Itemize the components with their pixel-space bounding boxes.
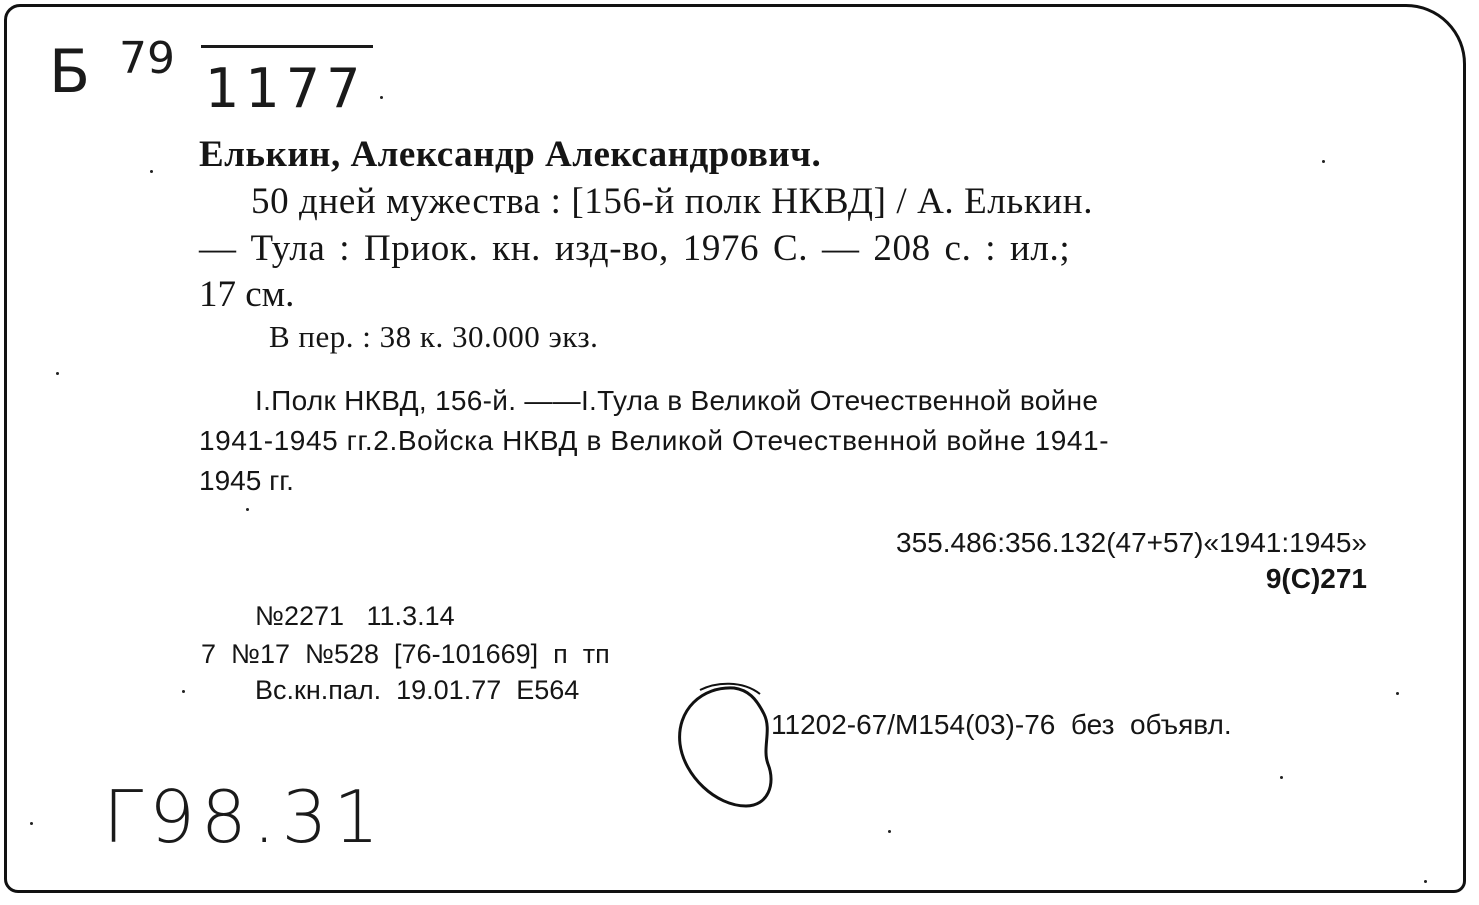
bbk-code: 9(С)271 (1265, 563, 1367, 594)
shelfmark-number: 79 (119, 33, 175, 84)
speck (1322, 160, 1325, 163)
subject-line: 1941-1945 гг.2.Войска НКВД в Великой Отечественной войне 1941- (199, 425, 1110, 456)
udc-code: 355.486:356.132(47+57)«1941:1945» (896, 527, 1367, 558)
author-heading: Елькин, Александр Александрович. (199, 134, 822, 175)
shelfmark-letter: Б (49, 37, 91, 107)
speck (1424, 880, 1427, 883)
shelfmark-overline (201, 45, 373, 48)
oval-stamp-mark (672, 680, 792, 820)
speck (30, 822, 33, 825)
size-line: 17 см. (199, 274, 295, 315)
speck (182, 690, 185, 693)
speck (56, 372, 59, 375)
shelfmark (49, 33, 369, 120)
speck (1280, 776, 1283, 779)
subject-line: I.Полк НКВД, 156-й. ——I.Тула в Великой Отечественной войне (255, 385, 1099, 416)
record-number-line: №2271 11.3.14 (255, 601, 455, 631)
speck (246, 508, 249, 511)
subject-line: 1945 гг. (199, 465, 294, 496)
record-number-line: 7 №17 №528 [76-101669] п тп (201, 639, 610, 669)
speck (380, 96, 383, 99)
imprint-line: — Тула : Приок. кн. изд-во, 1976 С. — 208 с. : ил.; (199, 228, 1071, 269)
shelfmark-suffix: 1177 (205, 57, 367, 120)
speck (1396, 692, 1399, 695)
price-line: В пер. : 38 к. 30.000 экз. (269, 319, 599, 354)
publisher-code: 11202-67/М154(03)-76 без объявл. (771, 709, 1232, 740)
speck (150, 170, 153, 173)
title-line: 50 дней мужества : [156-й полк НКВД] / А. Елькин. (251, 181, 1094, 222)
speck (888, 830, 891, 833)
record-number-line: Вс.кн.пал. 19.01.77 Е564 (255, 675, 580, 705)
handwritten-class-code: Г98.31 (103, 775, 386, 859)
